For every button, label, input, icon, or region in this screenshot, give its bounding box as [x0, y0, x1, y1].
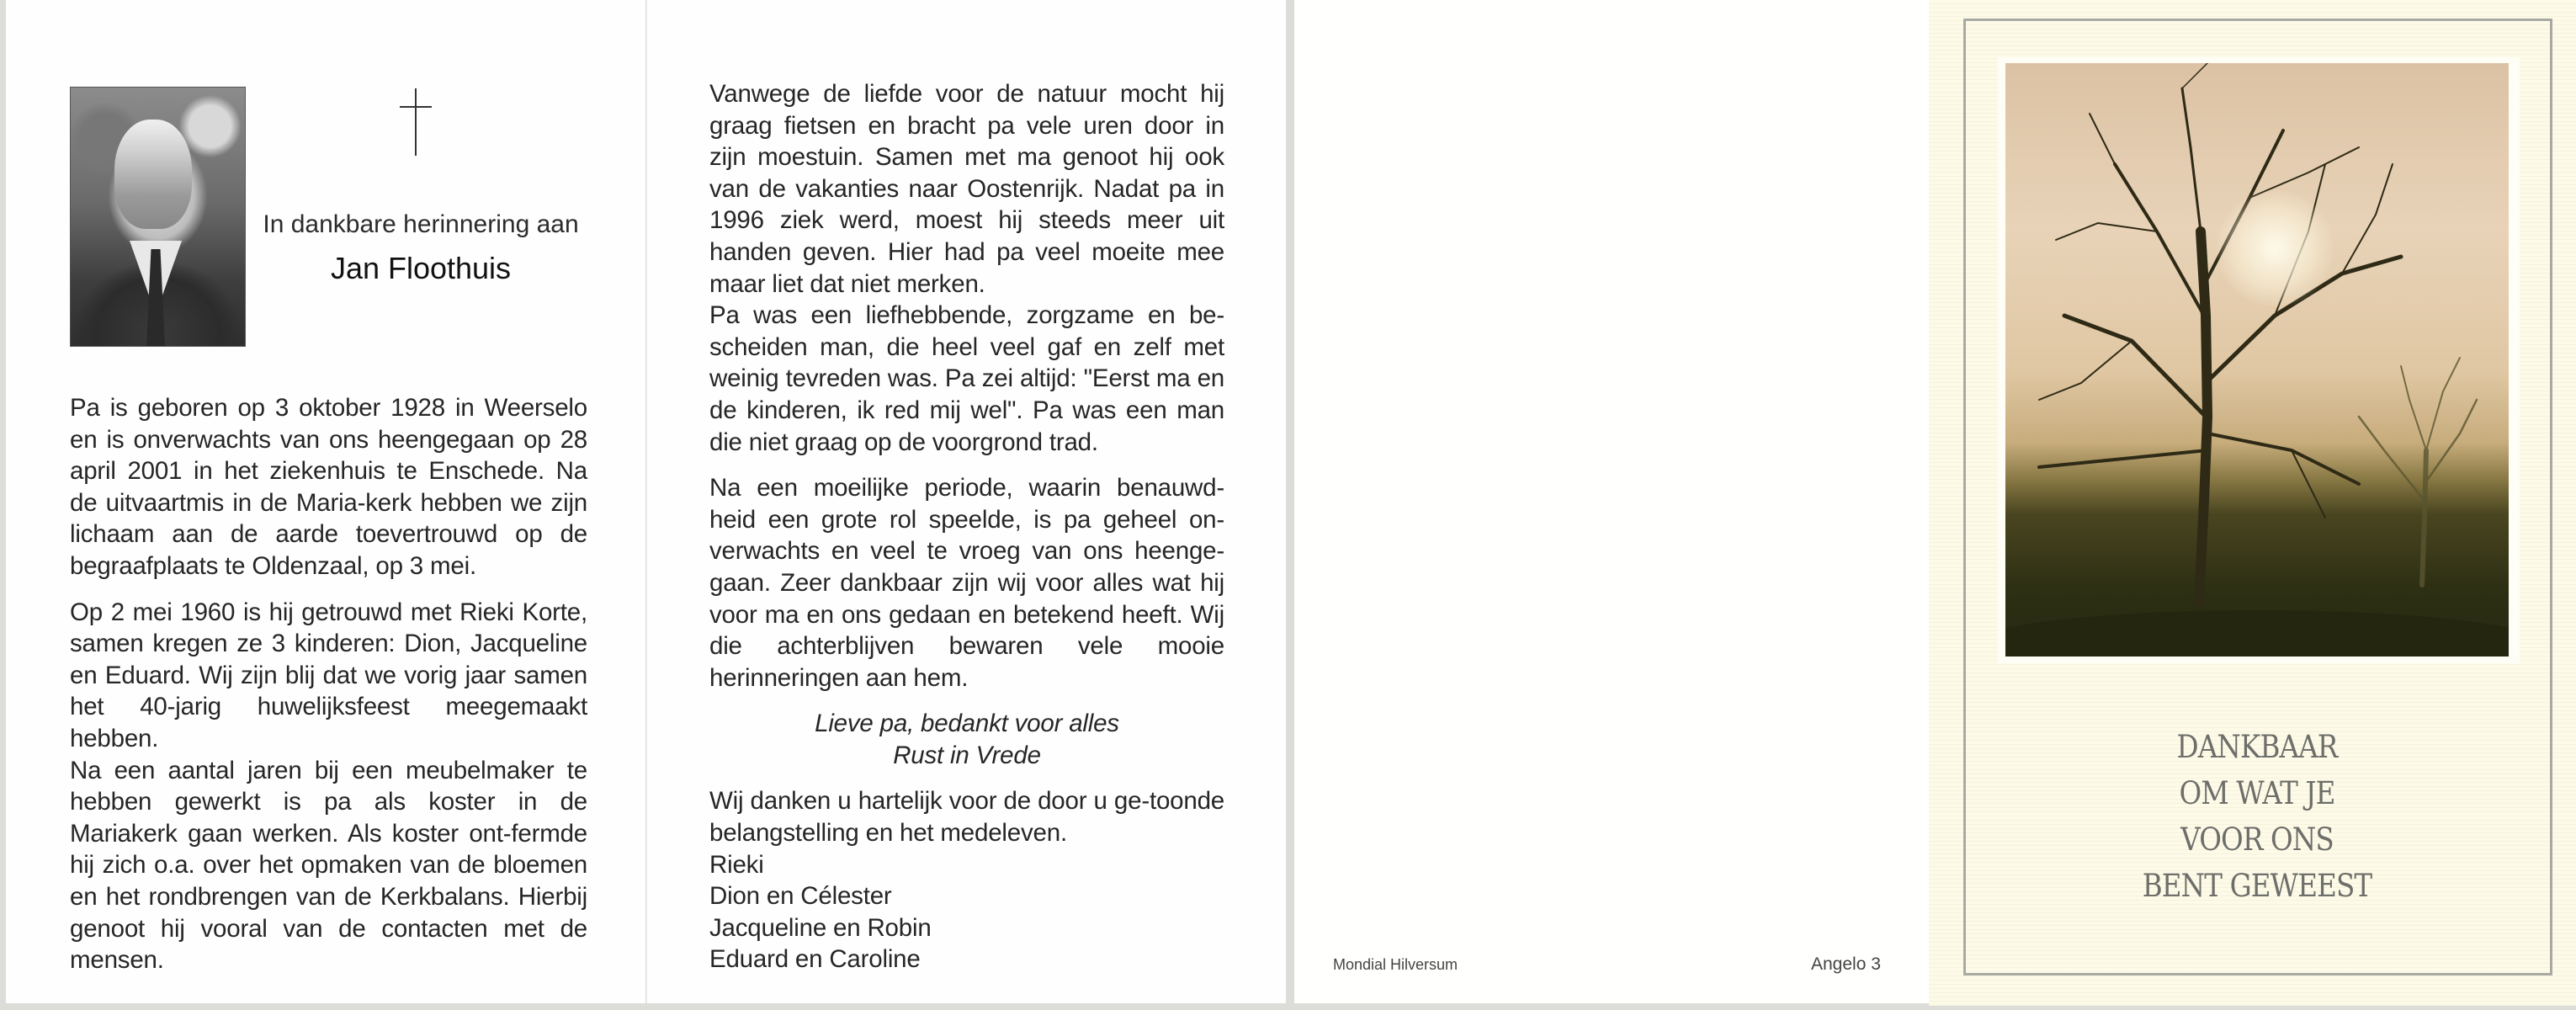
heading-line: BENT GEWEEST — [2142, 868, 2372, 904]
remembrance-text — [709, 78, 1224, 975]
card-panel-inside — [646, 0, 1286, 1003]
closing-line: Rust in Vrede — [893, 741, 1041, 769]
biography-paragraph: Op 2 mei 1960 is hij getrouwd met Rieki Korte, samen kregen ze 3 kinderen: Dion, Jacqueline en Eduard. Wij zijn blij dat we vorig jaar samen het 40-jarig huwelijksfeest meegemaakt hebben. — [70, 598, 587, 752]
model-label: Angelo 3 — [1811, 954, 1881, 974]
heading-line: DANKBAAR — [2176, 729, 2338, 765]
portrait-photo — [70, 87, 246, 347]
signature-line: Eduard en Caroline — [709, 945, 921, 974]
card-panel-cover — [1929, 0, 2576, 1006]
deceased-name: Jan Floothuis — [330, 251, 512, 285]
card-panel-front — [6, 0, 645, 1003]
thanks-text: Wij danken u hartelijk voor de door u ge-toonde belangstelling en het medeleven. — [709, 787, 1224, 848]
sun-glow — [2216, 189, 2334, 307]
memorial-intro: In dankbare herinnering aan — [263, 210, 579, 238]
latin-cross-icon — [400, 88, 432, 156]
biography-paragraph: Pa is geboren op 3 oktober 1928 in Weerselo en is onverwachts van ons heengegaan op 28 april 2001 in het ziekenhuis te Enschede. Na de uitvaartmis in de Maria-kerk hebben we zijn lichaam aan de aarde toevertrouwd op de begraafplaats te Oldenzaal, op 3 mei. — [70, 394, 587, 580]
closing-line: Lieve pa, bedankt voor alles — [815, 710, 1119, 738]
tree-silhouette — [2005, 63, 2509, 656]
signature-line: Rieki — [709, 850, 764, 879]
publisher-label: Mondial Hilversum — [1333, 956, 1458, 973]
heading-line: VOOR ONS — [2180, 821, 2334, 858]
cover-heading — [2027, 724, 2487, 909]
heading-line: OM WAT JE — [2179, 775, 2335, 811]
signature-line: Jacqueline en Robin — [709, 913, 932, 942]
biography-text — [70, 392, 587, 976]
remembrance-paragraph: Na een moeilijke periode, waarin benauwd-heid een grote rol speelde, is pa geheel on-verwachts en veel te vroeg van ons heenge-gaan. Zeer dankbaar zijn wij voor alles wat hij voor ma en ons gedaan en betekend heeft. Wij die achterblijven bewaren vele mooie herinneringen aan hem. — [709, 474, 1224, 692]
remembrance-paragraph: Pa was een liefhebbende, zorgzame en be-scheiden man, die heel veel gaf en zelf met weinig tevreden was. Pa zei altijd: "Eerst ma en de kinderen, ik red mij wel". Pa was een man die niet graag op de voorgrond trad. — [709, 301, 1224, 456]
portrait-face — [114, 120, 192, 229]
signature-line: Dion en Célester — [709, 882, 892, 911]
card-panel-back — [1294, 0, 1929, 1003]
tree-photo — [2005, 63, 2509, 656]
biography-paragraph: Na een aantal jaren bij een meubelmaker te hebben gewerkt is pa als koster in de Mariakerk gaan werken. Als koster ont-fermde hij zich o.a. over het opmaken van de bloemen en het rondbrengen van de Kerkbalans. Hierbij genoot hij vooral van de contacten met de mensen. — [70, 756, 587, 975]
remembrance-paragraph: Vanwege de liefde voor de natuur mocht hij graag fietsen en bracht pa vele uren door in zijn moestuin. Samen met ma genoot hij ook van de vakanties naar Oostenrijk. Nadat pa in 1996 ziek werd, moest hij steeds meer uit handen geven. Hier had pa veel moeite mee maar liet dat niet merken. — [709, 80, 1224, 298]
